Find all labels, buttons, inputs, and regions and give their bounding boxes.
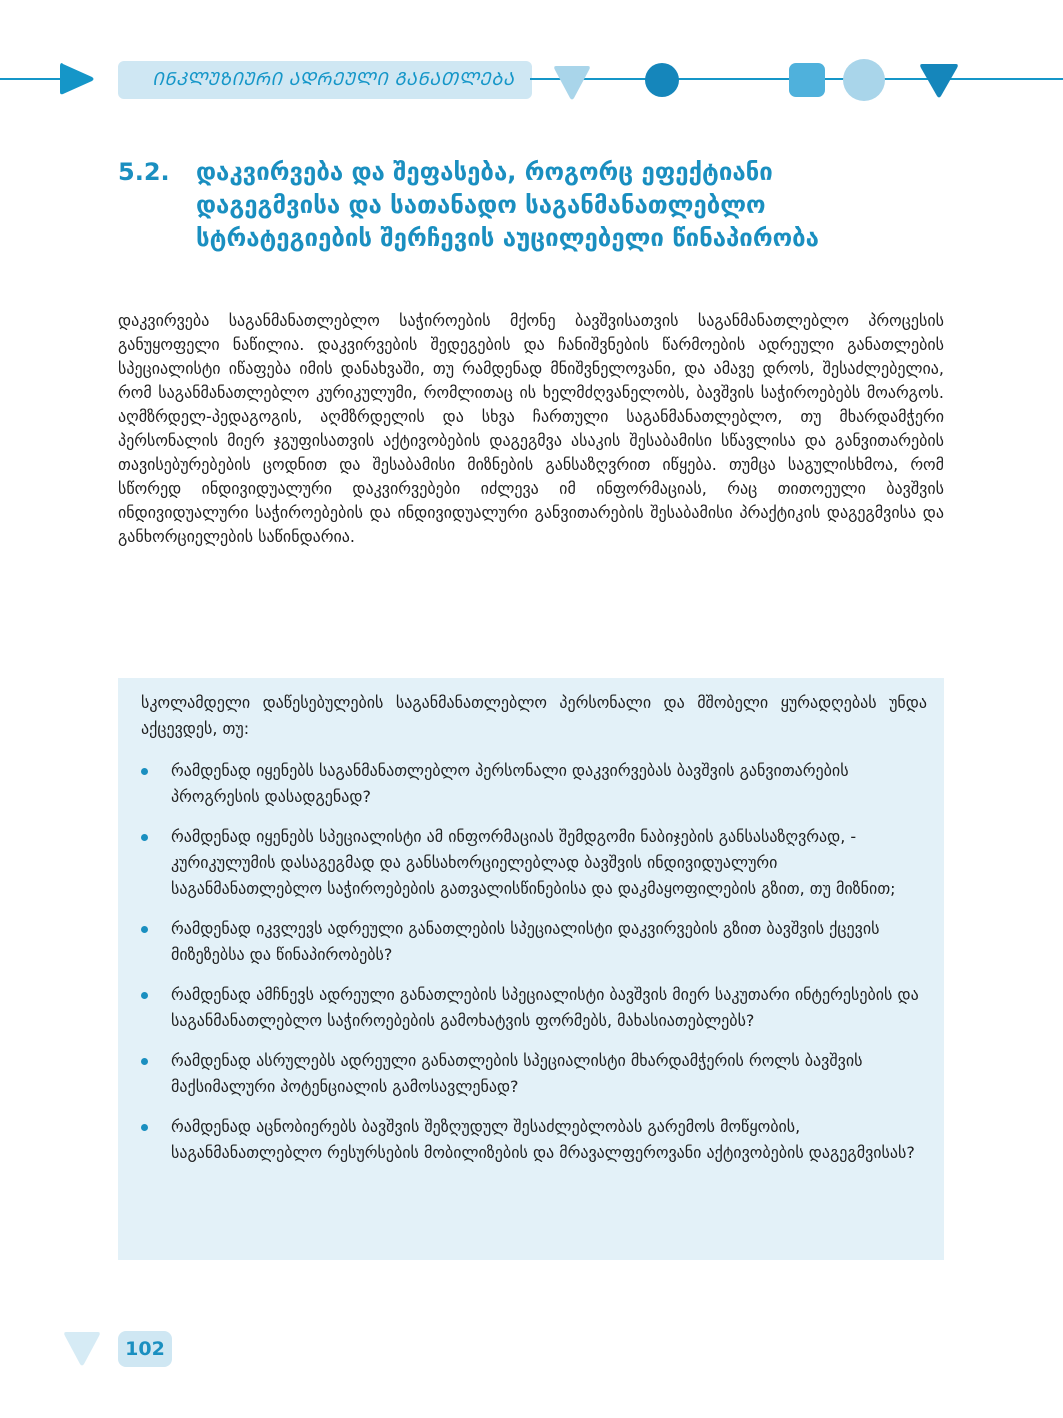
section-heading xyxy=(118,156,978,255)
list-item-text: რამდენად აცნობიერებს ბავშვის შეზღუდულ შესაძლებლობას გარემოს მოწყობის, საგანმანათლებლო რესურსების მობილიზების და მრავალფეროვანი აქტივობების დაგეგმვისას? xyxy=(171,1117,915,1162)
header-title: ᲘᲜᲙᲚᲣᲖᲘᲣᲠᲘ ᲐᲓᲠᲔᲣᲚᲘ ᲒᲐᲜᲐᲗᲚᲔᲑᲐ xyxy=(152,69,515,90)
list-item-text: რამდენად იყენებს საგანმანათლებლო პერსონალი დაკვირვებას ბავშვის განვითარების პროგრესის დასადგენად? xyxy=(171,761,849,806)
list-item xyxy=(141,1048,927,1100)
list-item xyxy=(141,758,927,810)
light-triangle-icon xyxy=(552,64,592,102)
footer-triangle-icon xyxy=(62,1330,102,1368)
list-item-text: რამდენად ამჩნევს ადრეული განათლების სპეციალისტი ბავშვის მიერ საკუთარი ინტერესების და საგანმანათლებლო საჭიროებების გამოხატვის ფორმებს, მახასიათებლებს? xyxy=(171,985,919,1030)
page-number: 102 xyxy=(118,1331,172,1367)
list-item xyxy=(141,824,927,902)
list-item-text: რამდენად იკვლევს ადრეული განათლების სპეციალისტი დაკვირვების გზით ბავშვის ქცევის მიზეზებსა და წინაპირობებს? xyxy=(171,919,880,964)
dark-circle-icon xyxy=(644,62,680,98)
square-icon xyxy=(788,62,826,98)
bullet-dot-icon xyxy=(141,834,148,841)
question-list xyxy=(141,758,927,1180)
list-item-text: რამდენად ასრულებს ადრეული განათლების სპეციალისტი მხარდამჭერის როლს ბავშვის მაქსიმალური პოტენციალის გამოსავლენად? xyxy=(171,1051,863,1096)
list-item xyxy=(141,982,927,1034)
bullet-dot-icon xyxy=(141,768,148,775)
light-circle-icon xyxy=(842,58,886,102)
header-rule-left xyxy=(0,78,62,80)
section-title-line-3: სტრატეგიების შერჩევის აუცილებელი წინაპირობა xyxy=(196,224,819,252)
list-item-text: რამდენად იყენებს სპეციალისტი ამ ინფორმაციას შემდგომი ნაბიჯების განსასაზღვრად, - კურიკულუმის დასაგეგმად და განსახორციელებლად ბავშვის ინდივიდუალური საგანმანათლებლო საჭიროებების გათვალისწინებისა და დაკმაყოფილების გზით, თუ მიზნით; xyxy=(171,827,896,898)
play-triangle-icon xyxy=(56,59,96,99)
section-title-line-2: დაგეგმვისა და სათანადო საგანმანათლებლო xyxy=(196,191,766,219)
dark-triangle-icon xyxy=(918,62,960,100)
section-title-line-1: დაკვირვება და შეფასება, როგორც ეფექტიანი xyxy=(196,158,773,186)
list-item xyxy=(141,916,927,968)
header-title-pill xyxy=(118,61,532,99)
info-box-intro: სკოლამდელი დაწესებულების საგანმანათლებლო პერსონალი და მშობელი ყურადღებას უნდა აქცევდეს, თუ: xyxy=(141,693,927,738)
bullet-dot-icon xyxy=(141,1124,148,1131)
bullet-dot-icon xyxy=(141,926,148,933)
info-box xyxy=(118,678,944,1260)
bullet-dot-icon xyxy=(141,1058,148,1065)
body-paragraph: დაკვირვება საგანმანათლებლო საჭიროების მქონე ბავშვისათვის საგანმანათლებლო პროცესის განუყოფელი ნაწილია. დაკვირვების შედეგების და ჩანიშვნების წარმოების ადრეული განათლების სპეციალისტი იწაფება იმის დანახვაში, თუ რამდენად მნიშვნელოვანი, და ამავე დროს, შესაძლებელია, რომ საგანმანათლებლო კურიკულუმი, რომლითაც ის ხელმძღვანელობს, ბავშვის საჭიროებებს მოარგოს. აღმზრდელ-პედაგოგის, აღმზრდელის და სხვა ჩართული საგანმანათლებლო, თუ მხარდამჭერი პერსონალის მიერ ჯგუფისათვის აქტივობების დაგეგმვა ასაკის შესაბამისი სწავლისა და განვითარების თავისებურებების ცოდნით და შესაბამისი მიზნების განსაზღვრით იწყება. თუმცა საგულისხმოა, რომ სწორედ ინდივიდუალური დაკვირვებები იძლევა იმ ინფორმაციას, რაც თითოეული ბავშვის ინდივიდუალური საჭიროებების და ინდივიდუალური განვითარების შესაბამისი პრაქტიკის დაგეგმვისა და განხორციელების საწინდარია. xyxy=(118,311,944,546)
list-item xyxy=(141,1114,927,1166)
bullet-dot-icon xyxy=(141,992,148,999)
section-number: 5.2. xyxy=(118,158,170,186)
